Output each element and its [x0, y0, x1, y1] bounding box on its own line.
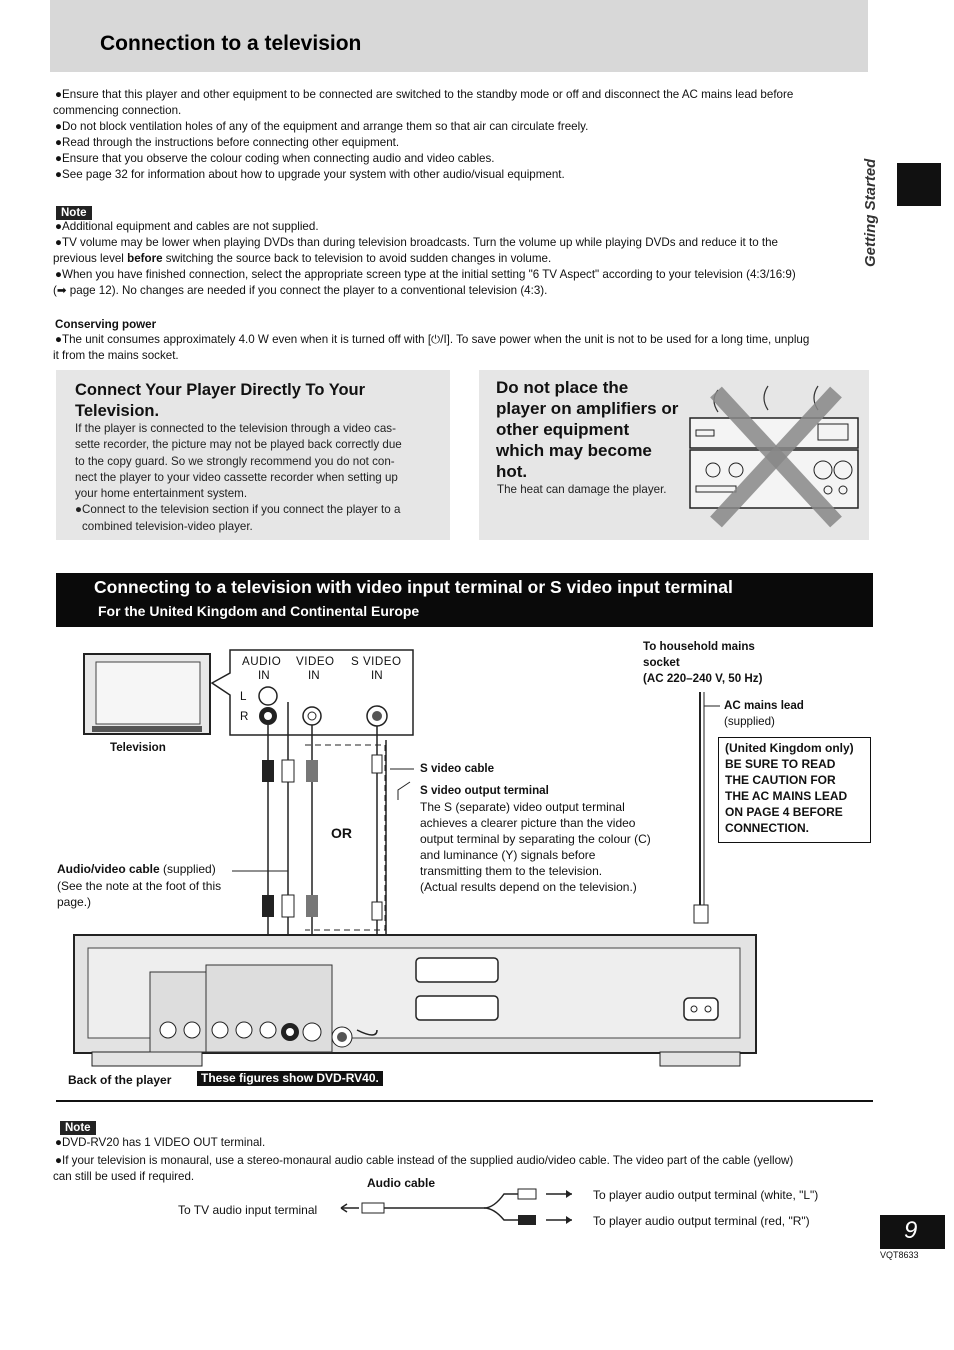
- text-line: THE CAUTION FOR: [725, 773, 836, 787]
- bullet-text: See page 32 for information about how to upgrade your system with other audio/visual equipment.: [62, 168, 565, 181]
- direct-connection-text: [75, 421, 447, 535]
- banner-subtitle: For the United Kingdom and Continental Europe: [98, 603, 420, 619]
- s-video-cable-label: S video cable: [420, 762, 495, 775]
- or-label: OR: [331, 825, 352, 841]
- note2-bullets: [55, 1135, 885, 1185]
- bullet-text: When you have finished connection, select the appropriate screen type at the initial setting "6 TV Aspect" according to your television (4:3/16:9): [62, 268, 796, 281]
- section-tab: [862, 158, 954, 337]
- heading-line: player on amplifiers or: [496, 399, 679, 418]
- amplifier-crossed-illustration: [688, 378, 863, 528]
- text-line: transmitting them to the television.: [420, 864, 603, 878]
- section-banner: [56, 573, 873, 627]
- heading-line: hot.: [496, 462, 528, 481]
- bullet-text: Additional equipment and cables are not supplied.: [62, 220, 319, 233]
- bullet-text: Read through the instructions before connecting other equipment.: [62, 136, 400, 149]
- text-line: The S (separate) video output terminal: [420, 800, 625, 814]
- label-text: S VIDEO: [351, 655, 402, 668]
- bullet-text: DVD-RV20 has 1 VIDEO OUT terminal.: [62, 1136, 266, 1149]
- bullet-text: The unit consumes approximately 4.0 W even when it is turned off with [⏻/I]. To save power when the unit is not to be used for a long time, unplug: [62, 333, 810, 346]
- bullet-text: TV volume may be lower when playing DVDs than during television broadcasts. Turn the volume up while playing DVDs and reduce it to the: [62, 236, 778, 249]
- heading-line: which may become: [496, 441, 652, 460]
- bullet-text: previous level: [53, 252, 124, 265]
- model-figures-tag: These figures show DVD-RV40.: [197, 1071, 383, 1086]
- box-line: to the copy guard. So we strongly recommend you do not con-: [75, 454, 395, 468]
- bullet-text: If your television is monaural, use a stereo-monaural audio cable instead of the supplied audio/video cable. The video part of the cable (yellow): [62, 1154, 794, 1167]
- heading-line: Do not place the: [496, 378, 629, 397]
- conserving-text: [55, 332, 870, 364]
- page-number-box: [880, 1215, 945, 1249]
- doc-code: VQT8633: [880, 1250, 919, 1260]
- ac-lead-supplied: (supplied): [724, 715, 775, 728]
- direct-connection-heading: Connect Your Player Directly To Your: [75, 381, 366, 399]
- note-tag: Note: [56, 206, 92, 220]
- text-line: THE AC MAINS LEAD: [725, 789, 848, 803]
- text-line: (United Kingdom only): [725, 741, 854, 755]
- text-line: CONNECTION.: [725, 821, 809, 835]
- bullet-item: [55, 348, 870, 364]
- bullet-text: Ensure that this player and other equipment to be connected are switched to the standby mode or off and disconnect the AC mains lead before: [62, 88, 794, 101]
- bullet-text: (➡ page 12). No changes are needed if you connect the player to a conventional television (4:3).: [53, 284, 548, 297]
- section-tab-label: Getting Started: [862, 158, 879, 267]
- heat-warning-text: The heat can damage the player.: [497, 483, 667, 496]
- bullet-item: [55, 103, 870, 119]
- bullet-item: ●Additional equipment and cables are not supplied.: [55, 220, 319, 233]
- tv-r-label: R: [240, 710, 249, 723]
- bullet-item: ●Ensure that this player and other equipment to be connected are switched to the standby mode or off and disconnect the AC mains lead before: [55, 88, 794, 101]
- text-line: (Actual results depend on the television.): [420, 880, 637, 894]
- text-line: (AC 220–240 V, 50 Hz): [643, 672, 763, 685]
- direct-connection-heading: Television.: [75, 402, 160, 420]
- to-player-l-label: To player audio output terminal (white, "L"): [593, 1188, 819, 1202]
- box-line: your home entertainment system.: [75, 487, 248, 501]
- divider: [56, 1100, 873, 1102]
- av-cable-note: [57, 878, 221, 910]
- av-cable-supplied: (supplied): [163, 862, 216, 876]
- text-line: and luminance (Y) signals before: [420, 848, 596, 862]
- ac-lead-label: AC mains lead: [724, 699, 804, 712]
- box-line: combined television-video player.: [82, 519, 253, 533]
- label-text: VIDEO: [296, 655, 335, 668]
- bullet-item: ●See page 32 for information about how to upgrade your system with other audio/visual equipment.: [55, 168, 565, 181]
- s-video-output-heading: S video output terminal: [420, 784, 549, 797]
- audio-cable-illustration: [336, 1186, 586, 1226]
- bullet-text: Ensure that you observe the colour coding when connecting audio and video cables.: [62, 152, 495, 165]
- bullet-item: ●Do not block ventilation holes of any of the equipment and arrange them so that air can circulate freely.: [55, 120, 589, 133]
- audio-cable-label: Audio cable: [367, 1176, 436, 1190]
- bullet-item: ●If your television is monaural, use a stereo-monaural audio cable instead of the supplied audio/video cable. The video part of the cable (yellow): [55, 1154, 794, 1167]
- box-line: ●Connect to the television section if you connect the player to a: [75, 503, 401, 517]
- bullet-item: ●Read through the instructions before connecting other equipment.: [55, 136, 400, 149]
- tv-in-label: IN: [371, 669, 383, 682]
- uk-caution-box: [718, 737, 871, 843]
- television-label: Television: [110, 741, 166, 754]
- banner-title: Connecting to a television with video input terminal or S video input terminal: [94, 577, 733, 597]
- text-line: BE SURE TO READ: [725, 757, 836, 771]
- text-line: (See the note at the foot of this: [57, 879, 222, 893]
- bullet-item: ●DVD-RV20 has 1 VIDEO OUT terminal.: [55, 1136, 266, 1149]
- section-tab-marker: [897, 163, 941, 206]
- text-line: socket: [643, 656, 680, 669]
- box-line: nect the player to your video cassette recorder when setting up: [75, 470, 398, 484]
- to-player-r-label: To player audio output terminal (red, "R"): [593, 1214, 810, 1228]
- av-cable-label: [57, 861, 216, 877]
- page-number: 9: [904, 1217, 918, 1244]
- bullet-item: ●The unit consumes approximately 4.0 W even when it is turned off with [⏻/I]. To save power when the unit is not to be used for a long time, unplug: [55, 333, 810, 346]
- bullet-text: Do not block ventilation holes of any of the equipment and arrange them so that air can circulate freely.: [62, 120, 589, 133]
- bullet-item: ●TV volume may be lower when playing DVDs than during television broadcasts. Turn the volume up while playing DVDs and reduce it to the: [55, 236, 778, 249]
- bullet-item: [55, 251, 870, 267]
- tv-l-label: L: [240, 690, 247, 703]
- page-title: Connection to a television: [100, 32, 362, 55]
- bullet-item: [55, 283, 870, 299]
- s-video-output-text: [420, 799, 651, 895]
- bullet-emphasis: before: [127, 252, 163, 265]
- to-tv-label: To TV audio input terminal: [178, 1203, 318, 1217]
- label-text: AUDIO: [242, 655, 282, 668]
- note-bullets: [55, 219, 870, 299]
- tv-in-label: IN: [258, 669, 270, 682]
- tv-in-label: IN: [308, 669, 320, 682]
- bullet-item: [55, 1169, 885, 1185]
- bullet-item: ●Ensure that you observe the colour coding when connecting audio and video cables.: [55, 152, 495, 165]
- text-line: ON PAGE 4 BEFORE: [725, 805, 843, 819]
- box-line-text: Connect to the television section if you connect the player to a: [82, 503, 401, 517]
- bullet-text: it from the mains socket.: [53, 349, 179, 362]
- box-line: sette recorder, the picture may not be played back correctly due: [75, 438, 402, 452]
- mains-socket-label: [643, 639, 762, 687]
- text-line: To household mains: [643, 640, 755, 653]
- bullet-text: can still be used if required.: [53, 1170, 195, 1183]
- back-of-player-label: Back of the player: [68, 1073, 172, 1087]
- note-tag: Note: [60, 1121, 96, 1135]
- bullet-text: switching the source back to television to avoid sudden changes in volume.: [165, 252, 552, 265]
- heading-line: other equipment: [496, 420, 630, 439]
- intro-bullets: [55, 87, 870, 183]
- av-cable-name: Audio/video cable: [57, 862, 160, 876]
- text-line: page.): [57, 895, 92, 909]
- conserving-heading: Conserving power: [55, 318, 157, 331]
- heat-warning-heading: [496, 377, 678, 482]
- bullet-item: ●When you have finished connection, select the appropriate screen type at the initial setting "6 TV Aspect" according to your television (4:3/16:9): [55, 268, 796, 281]
- box-line: If the player is connected to the television through a video cas-: [75, 422, 396, 435]
- bullet-text: commencing connection.: [53, 104, 182, 117]
- text-line: output terminal by separating the colour (C): [420, 832, 651, 846]
- text-line: achieves a clearer picture than the video: [420, 816, 636, 830]
